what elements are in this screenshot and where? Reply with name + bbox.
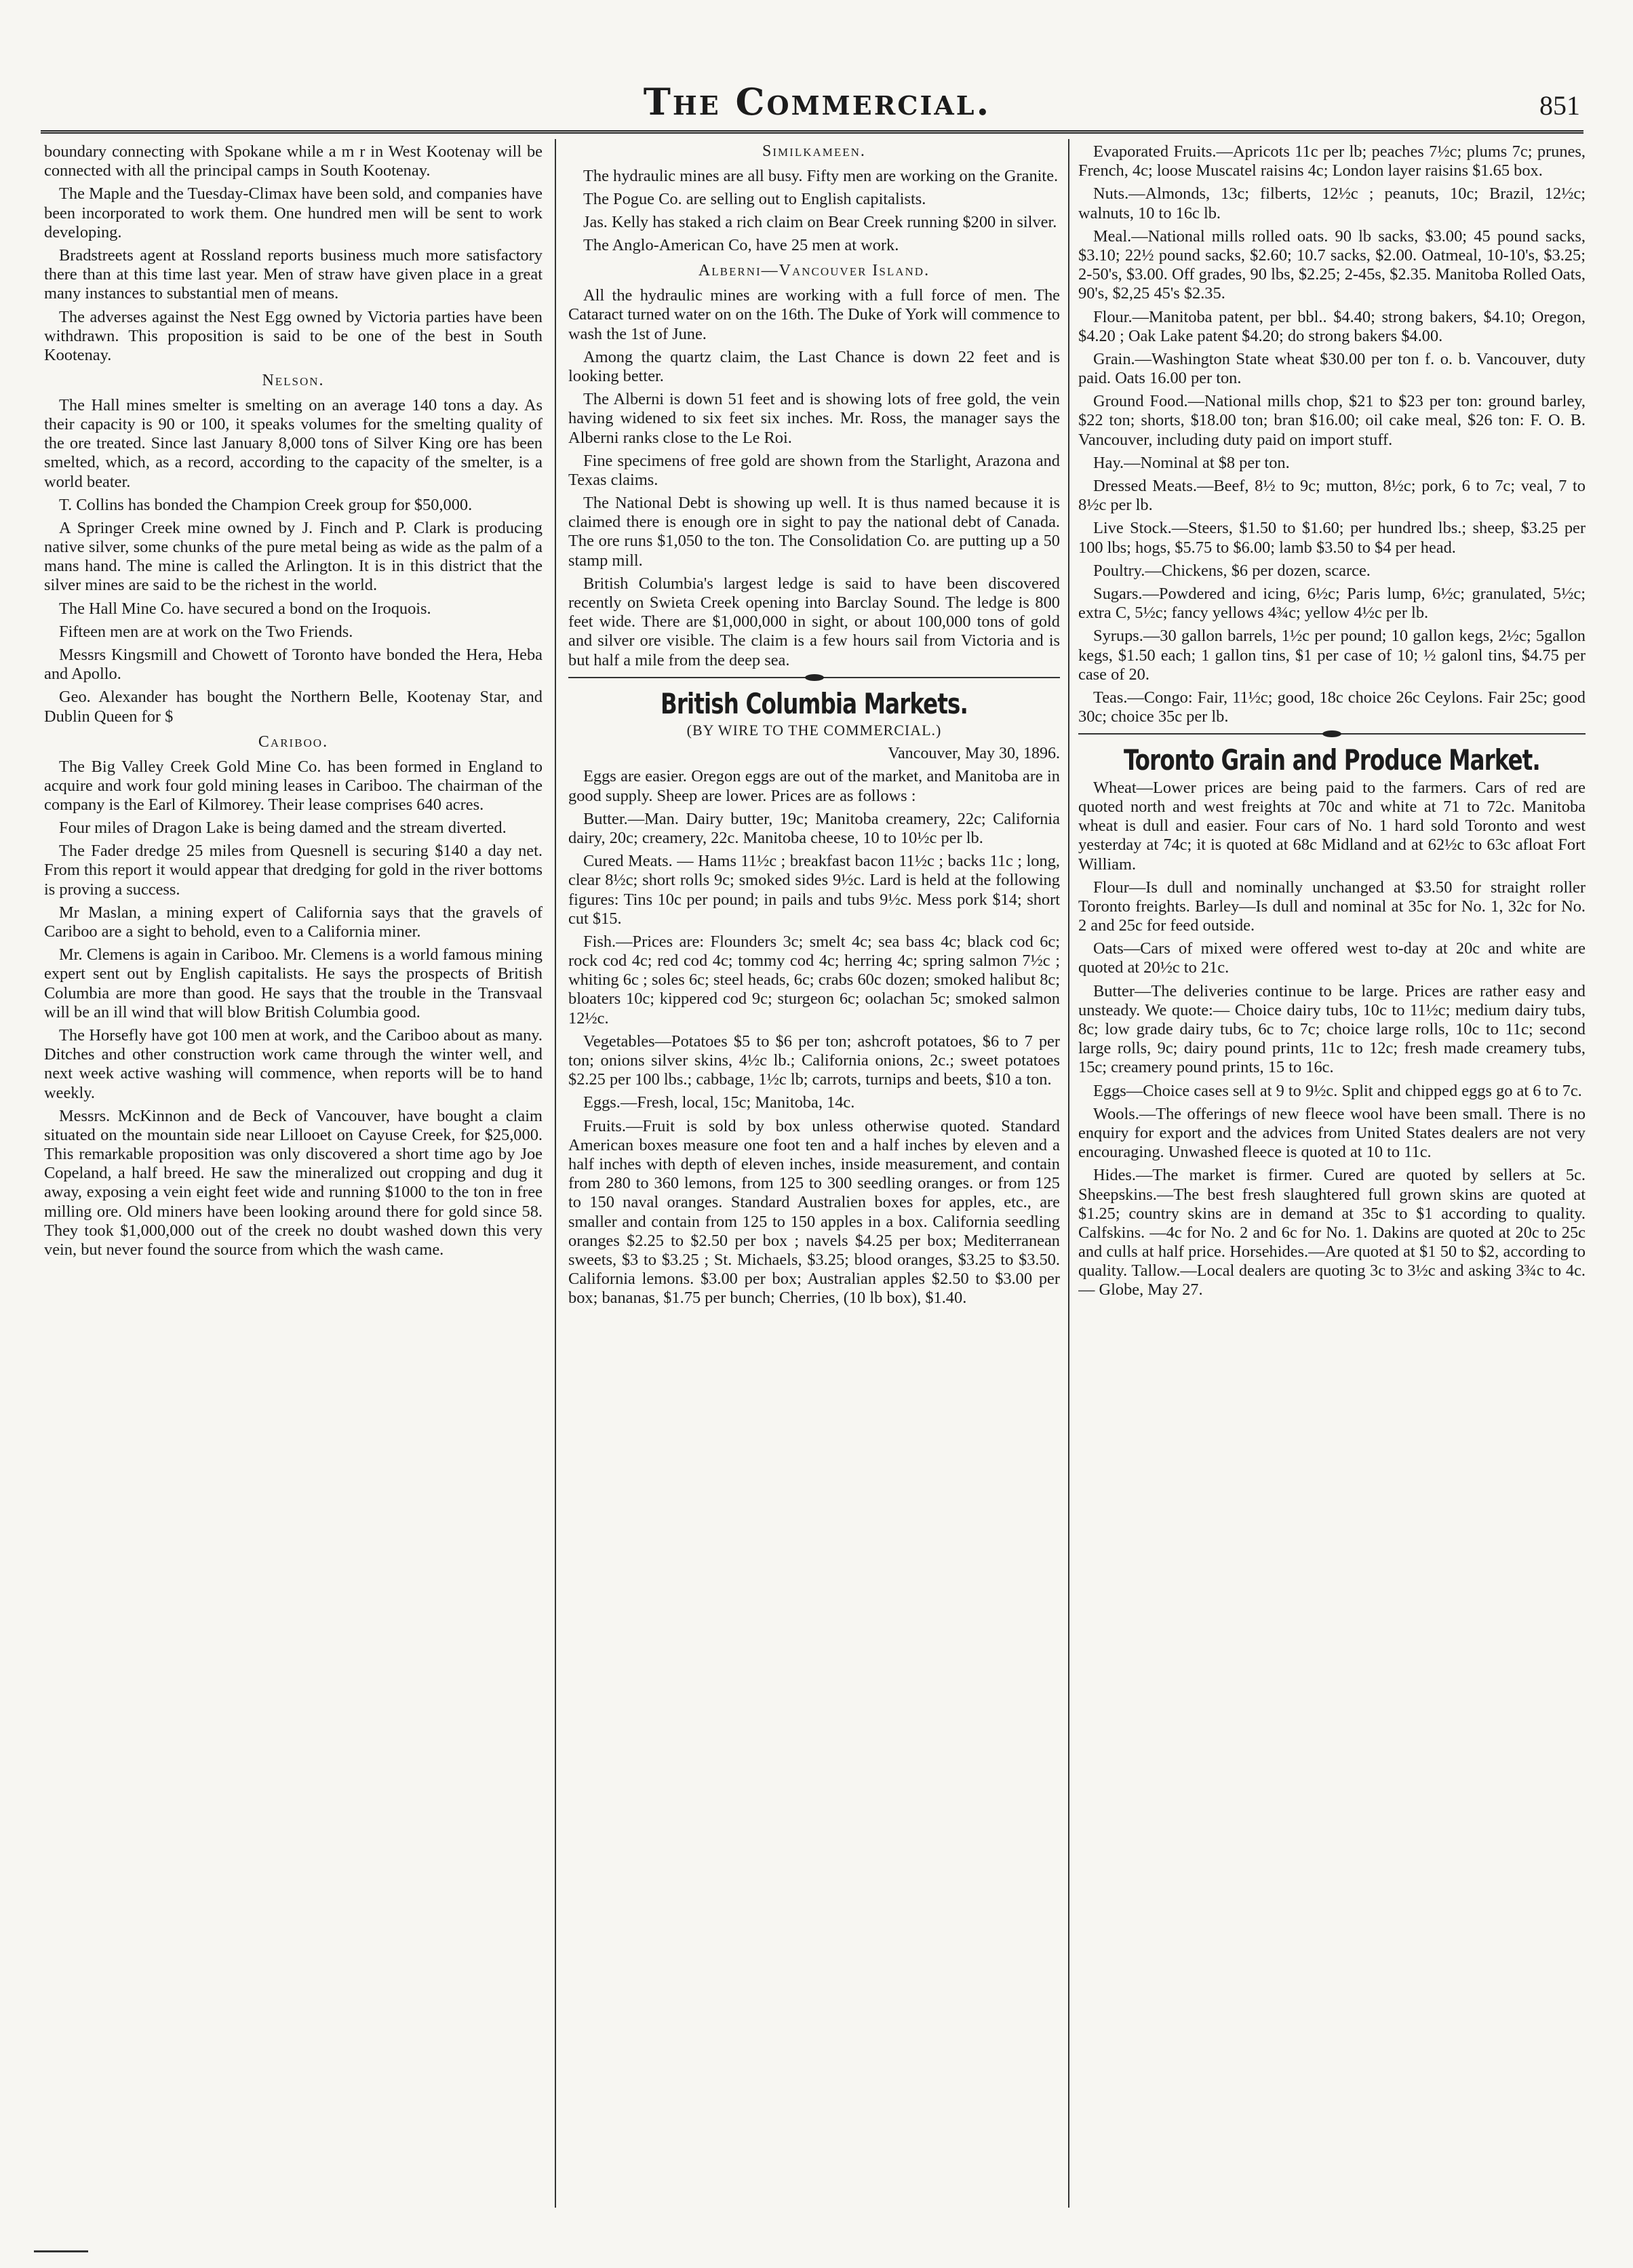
market-paragraph: Wheat—Lower prices are being paid to the farmers. Cars of red are quoted north and west freights at 70c and white at 71 to 72c. Manitoba wheat is dull and easier. Four cars of No. 1 hard sold Toronto and west yesterday at 74c; it is quoted at 68c Midland and at 62½c to 63c afloat Fort William. — [1078, 778, 1586, 874]
section-heading-alberni: Alberni—Vancouver Island. — [698, 262, 930, 280]
newspaper-title: The Commercial. — [643, 80, 991, 123]
article-paragraph: The Big Valley Creek Gold Mine Co. has been formed in England to acquire and work four gold mining leases in Cariboo. The chairman of the company is the Earl of Kilmorey. Their lease comprises 640 acres. — [44, 757, 543, 814]
article-paragraph: Four miles of Dragon Lake is being damed and the stream diverted. — [59, 819, 507, 838]
market-paragraph: Vegetables—Potatoes $5 to $6 per ton; ashcroft potatoes, $6 to 7 per ton; onions silver skins, 4½c lb.; California onions, 2c.; sweet potatoes $2.25 per 100 lbs.; cabbage, 1½c lb; carrots, turnips and beets, $10 a ton. — [568, 1032, 1060, 1089]
market-paragraph: Teas.—Congo: Fair, 11½c; good, 18c choice 26c Ceylons. Fair 25c; good 30c; choice 35c per lb. — [1078, 688, 1586, 726]
article-paragraph: boundary connecting with Spokane while a m r in West Kootenay will be connected with all the principal camps in South Kootenay. — [44, 142, 543, 180]
article-paragraph: British Columbia's largest ledge is said to have been discovered recently on Swieta Creek opening into Barclay Sound. The ledge is 800 feet wide. There are $1,000,000 in sight, or about 100,000 tons of gold and silver ore visible. The claim is a few hours sail from Victoria and is but half a mile from the deep sea. — [568, 574, 1060, 669]
market-paragraph: Eggs—Choice cases sell at 9 to 9½c. Split and chipped eggs go at 6 to 7c. — [1093, 1081, 1582, 1100]
headline-toronto-market: Toronto Grain and Produce Market. — [1124, 743, 1540, 777]
masthead — [54, 80, 1580, 128]
market-paragraph: Hides.—The market is firmer. Cured are quoted by sellers at 5c. Sheepskins.—The best fresh slaughtered full grown skins are quoted at $1.25; country skins are in demand at 35c to $1 according to quality. Calfskins. —4c for No. 2 and 6c for No. 1. Dakins are quoted at 20c to 25c and culls at half price. Horsehides.—Are quoted at $1 50 to $2, according to quality. Tallow.—Local dealers are quoting 3c to 3½c and asking 3¾c to 4c.— Globe, May 27. — [1078, 1166, 1586, 1299]
market-paragraph: Sugars.—Powdered and icing, 6½c; Paris lump, 6½c; granulated, 5½c; extra C, 5½c; fancy yellows 4¾c; yellow 4½c per lb. — [1078, 584, 1586, 623]
article-paragraph: Mr. Clemens is again in Cariboo. Mr. Clemens is a world famous mining expert sent out by English capitalists. He says the prospects of British Columbia are more than good. He says that the trouble in the Transvaal will be an ill wind that will blow British Columbia good. — [44, 945, 543, 1021]
market-paragraph: Fruits.—Fruit is sold by box unless otherwise quoted. Standard American boxes measure one foot ten and a half inches by eleven and a half inches with depth of eleven inches, inside measurement, and contain from 280 to 360 lemons, from 125 to 300 seedling oranges. or from 125 to 150 naval oranges. Standard Australien boxes for apples, etc., are smaller and contain from 125 to 150 apples in a box. California seedling oranges $2.25 to $2.50 per box ; navels $4.25 per box; Mediterranean sweets, $3 to $3.25 ; St. Michaels, $3.25; blood oranges, $3.25 to $3.50. California lemons. $3.00 per box; Australian apples $2.50 to $3.00 per box; bananas, $1.75 per bunch; Cherries, (10 lb box), $1.40. — [568, 1116, 1060, 1308]
market-paragraph: Butter—The deliveries continue to be large. Prices are rather easy and unsteady. We quote:— Choice dairy tubs, 10c to 11½c; medium dairy tubs, 8c; low grade dairy tubs, 6c to 7c; choice large rolls, 10c to 11c; second large rolls, 9c; dairy pound prints, 11c to 12c; fresh made creamery tubs, 15c; creamery pound prints, 15 to 16c. — [1078, 981, 1586, 1077]
masthead-rule — [41, 130, 1583, 134]
article-paragraph: A Springer Creek mine owned by J. Finch and P. Clark is producing native silver, some chunks of the pure metal being as wide as the palm of a mans hand. The mine is called the Arlington. It is in this district that the silver mines are said to be the richest in the world. — [44, 518, 543, 595]
article-paragraph: The Maple and the Tuesday-Climax have been sold, and companies have been incorporated to work them. One hundred men will be sent to work developing. — [44, 184, 543, 241]
article-paragraph: The Hall Mine Co. have secured a bond on the Iroquois. — [59, 599, 431, 618]
column-divider-1 — [555, 139, 556, 2208]
page-number: 851 — [1539, 90, 1580, 121]
market-paragraph: Hay.—Nominal at $8 per ton. — [1093, 453, 1290, 472]
article-paragraph: Messrs. McKinnon and de Beck of Vancouver, have bought a claim situated on the mountain side near Lillooet on Cayuse Creek, for $25,000. This remarkable proposition was only discovered a short time ago by Joe Copeland, a half breed. He saw the mineralized out cropping and dug it away, exposing a vein eight feet wide and running $1000 to the ton in free milling ore. Old miners have been looking around there for gold since 58. They took $1,000,000 out of the creek no doubt washed down this very vein, but never found the source from which the wash came. — [44, 1106, 543, 1259]
section-separator — [568, 677, 1060, 678]
market-paragraph: Eggs are easier. Oregon eggs are out of the market, and Manitoba are in good supply. Sheep are lower. Prices are as follows : — [568, 767, 1060, 805]
article-paragraph: Geo. Alexander has bought the Northern Belle, Kootenay Star, and Dublin Queen for $ — [44, 688, 543, 726]
market-paragraph: Eggs.—Fresh, local, 15c; Manitoba, 14c. — [583, 1093, 855, 1112]
market-paragraph: Dressed Meats.—Beef, 8½ to 9c; mutton, 8½c; pork, 6 to 7c; veal, 7 to 8½c per lb. — [1078, 477, 1586, 515]
wire-credit: (BY WIRE TO THE COMMERCIAL.) — [686, 722, 942, 739]
article-paragraph: Mr Maslan, a mining expert of California says that the gravels of Cariboo are a sight to behold, even to a California miner. — [44, 903, 543, 941]
article-paragraph: The Pogue Co. are selling out to English capitalists. — [583, 189, 926, 208]
market-paragraph: Live Stock.—Steers, $1.50 to $1.60; per hundred lbs.; sheep, $3.25 per 100 lbs; hogs, $5.75 to $6.00; lamb $3.50 to $4 per head. — [1078, 519, 1586, 557]
market-paragraph: Flour.—Manitoba patent, per bbl.. $4.40; strong bakers, $4.10; Oregon, $4.20 ; Oak Lake patent $4.20; do strong bakers $4.00. — [1078, 307, 1586, 345]
section-heading-cariboo: Cariboo. — [258, 732, 329, 751]
market-paragraph: Butter.—Man. Dairy butter, 19c; Manitoba creamery, 22c; California dairy, 20c; creamery, 22c. Manitoba cheese, 10 to 10½c per lb. — [568, 809, 1060, 847]
article-paragraph: Bradstreets agent at Rossland reports business much more satisfactory there than at this time last year. Men of straw have given place in a great many instances to substantial men of means. — [44, 246, 543, 303]
article-paragraph: The Fader dredge 25 miles from Quesnell is securing $140 a day net. From this report it would appear that dredging for gold in the river bottoms is proving a success. — [44, 842, 543, 899]
article-paragraph: The Horsefly have got 100 men at work, and the Cariboo about as many. Ditches and other construction work came through the winter well, and next week active washing will commence, when reports will be to hand weekly. — [44, 1025, 543, 1102]
article-paragraph: Fine specimens of free gold are shown from the Starlight, Arazona and Texas claims. — [568, 451, 1060, 489]
market-paragraph: Syrups.—30 gallon barrels, 1½c per pound; 10 gallon kegs, 2½c; 5gallon kegs, $1.50 each; 1 gallon tins, $1 per case of 10; ½ galonl tins, $4.75 per case of 20. — [1078, 627, 1586, 684]
article-paragraph: The National Debt is showing up well. It is thus named because it is claimed there is enough ore in sight to pay the national debt of Canada. The ore runs $1,050 to the ton. The Consolidation Co. are putting up a 50 stamp mill. — [568, 494, 1060, 570]
market-paragraph: Cured Meats. — Hams 11½c ; breakfast bacon 11½c ; backs 11c ; long, clear 8½c; short rolls 9c; smoked sides 9½c. Lard is held at the following figures: Tins 10c per pound; in pails and tubs 9½c. Mess pork $14; short cut $15. — [568, 852, 1060, 928]
column-1 — [44, 142, 543, 2211]
market-paragraph: Grain.—Washington State wheat $30.00 per ton f. o. b. Vancouver, duty paid. Oats 16.00 per ton. — [1078, 349, 1586, 388]
market-paragraph: Fish.—Prices are: Flounders 3c; smelt 4c; sea bass 4c; black cod 6c; rock cod 4c; red cod 4c; tommy cod 4c; herring 4c; spring salmon 7½c ; whiting 6c ; soles 6c; steel heads, 6c; crabs 60c dozen; smoked halibut 8c; bloaters 10c; kippered cod 9c; sturgeon 6c; oolachan 5c; smoked salmon 12½c. — [568, 932, 1060, 1028]
market-paragraph: Nuts.—Almonds, 13c; filberts, 12½c ; peanuts, 10c; Brazil, 12½c; walnuts, 10 to 16c lb. — [1078, 184, 1586, 222]
article-paragraph: Messrs Kingsmill and Chowett of Toronto have bonded the Hera, Heba and Apollo. — [44, 646, 543, 684]
column-3 — [1078, 142, 1586, 2211]
column-2 — [568, 142, 1060, 2211]
bottom-rule — [34, 2250, 88, 2252]
article-paragraph: All the hydraulic mines are working with a full force of men. The Cataract turned water on on the 16th. The Duke of York will commence to wash the 1st of June. — [568, 286, 1060, 343]
market-paragraph: Flour—Is dull and nominally unchanged at $3.50 for straight roller Toronto freights. Barley—Is dull and nominal at 35c for No. 1, 32c for No. 2 and 25c for feed outside. — [1078, 878, 1586, 935]
article-paragraph: Jas. Kelly has staked a rich claim on Bear Creek running $200 in silver. — [583, 213, 1057, 232]
article-paragraph: The Anglo-American Co, have 25 men at work. — [583, 236, 899, 255]
article-paragraph: Among the quartz claim, the Last Chance is down 22 feet and is looking better. — [568, 347, 1060, 385]
market-paragraph: Oats—Cars of mixed were offered west to-day at 20c and white are quoted at 20½c to 21c. — [1078, 939, 1586, 977]
market-paragraph: Meal.—National mills rolled oats. 90 lb sacks, $3.00; 45 pound sacks, $3.10; 22½ pound sacks, $2.60; 10.7 sacks, $2.00. Oatmeal, 10-10's, $3.25; 2-50's, $3.00. Off grades, 90 lbs, $2.25; 2-45s, $2.35. Manitoba Rolled Oats, 90's, $2,25 45's $2.35. — [1078, 227, 1586, 303]
section-separator — [1078, 733, 1586, 735]
article-paragraph: The hydraulic mines are all busy. Fifty men are working on the Granite. — [583, 166, 1059, 185]
market-paragraph: Ground Food.—National mills chop, $21 to $23 per ton: ground barley, $22 ton; shorts, $18.00 ton; bran $16.00; oil cake meal, $26 ton: F. O. B. Vancouver, including duty paid on import stuff. — [1078, 392, 1586, 449]
market-paragraph: Evaporated Fruits.—Apricots 11c per lb; peaches 7½c; plums 7c; prunes, French, 4c; loose Muscatel raisins 4c; London layer raisins $1.65 box. — [1078, 142, 1586, 180]
article-paragraph: Fifteen men are at work on the Two Friends. — [59, 622, 353, 641]
headline-bc-markets: British Columbia Markets. — [660, 686, 968, 720]
section-heading-similkameen: Similkameen. — [762, 142, 866, 160]
article-paragraph: The Hall mines smelter is smelting on an average 140 tons a day. As their capacity is 90 or 100, it speaks volumes for the smelting quality of the ore treated. Since last January 8,000 tons of Silver King ore has been smelted, which, as a record, according to the capacity of the smelter, is a world beater. — [44, 395, 543, 491]
market-paragraph: Wools.—The offerings of new fleece wool have been small. There is no enquiry for export and the advices from United States dealers are not very encouraging. Unwashed fleece is quoted at 10 to 11c. — [1078, 1104, 1586, 1162]
article-paragraph: The Alberni is down 51 feet and is showing lots of free gold, the vein having widened to six feet six inches. Mr. Ross, the manager says the Alberni ranks close to the Le Roi. — [568, 390, 1060, 447]
column-divider-2 — [1068, 139, 1069, 2208]
market-paragraph: Poultry.—Chickens, $6 per dozen, scarce. — [1093, 561, 1371, 580]
section-heading-nelson: Nelson. — [262, 372, 325, 390]
article-paragraph: The adverses against the Nest Egg owned by Victoria parties have been withdrawn. This proposition is said to be one of the best in South Kootenay. — [44, 307, 543, 364]
article-paragraph: T. Collins has bonded the Champion Creek group for $50,000. — [59, 495, 473, 514]
dateline: Vancouver, May 30, 1896. — [888, 744, 1060, 762]
